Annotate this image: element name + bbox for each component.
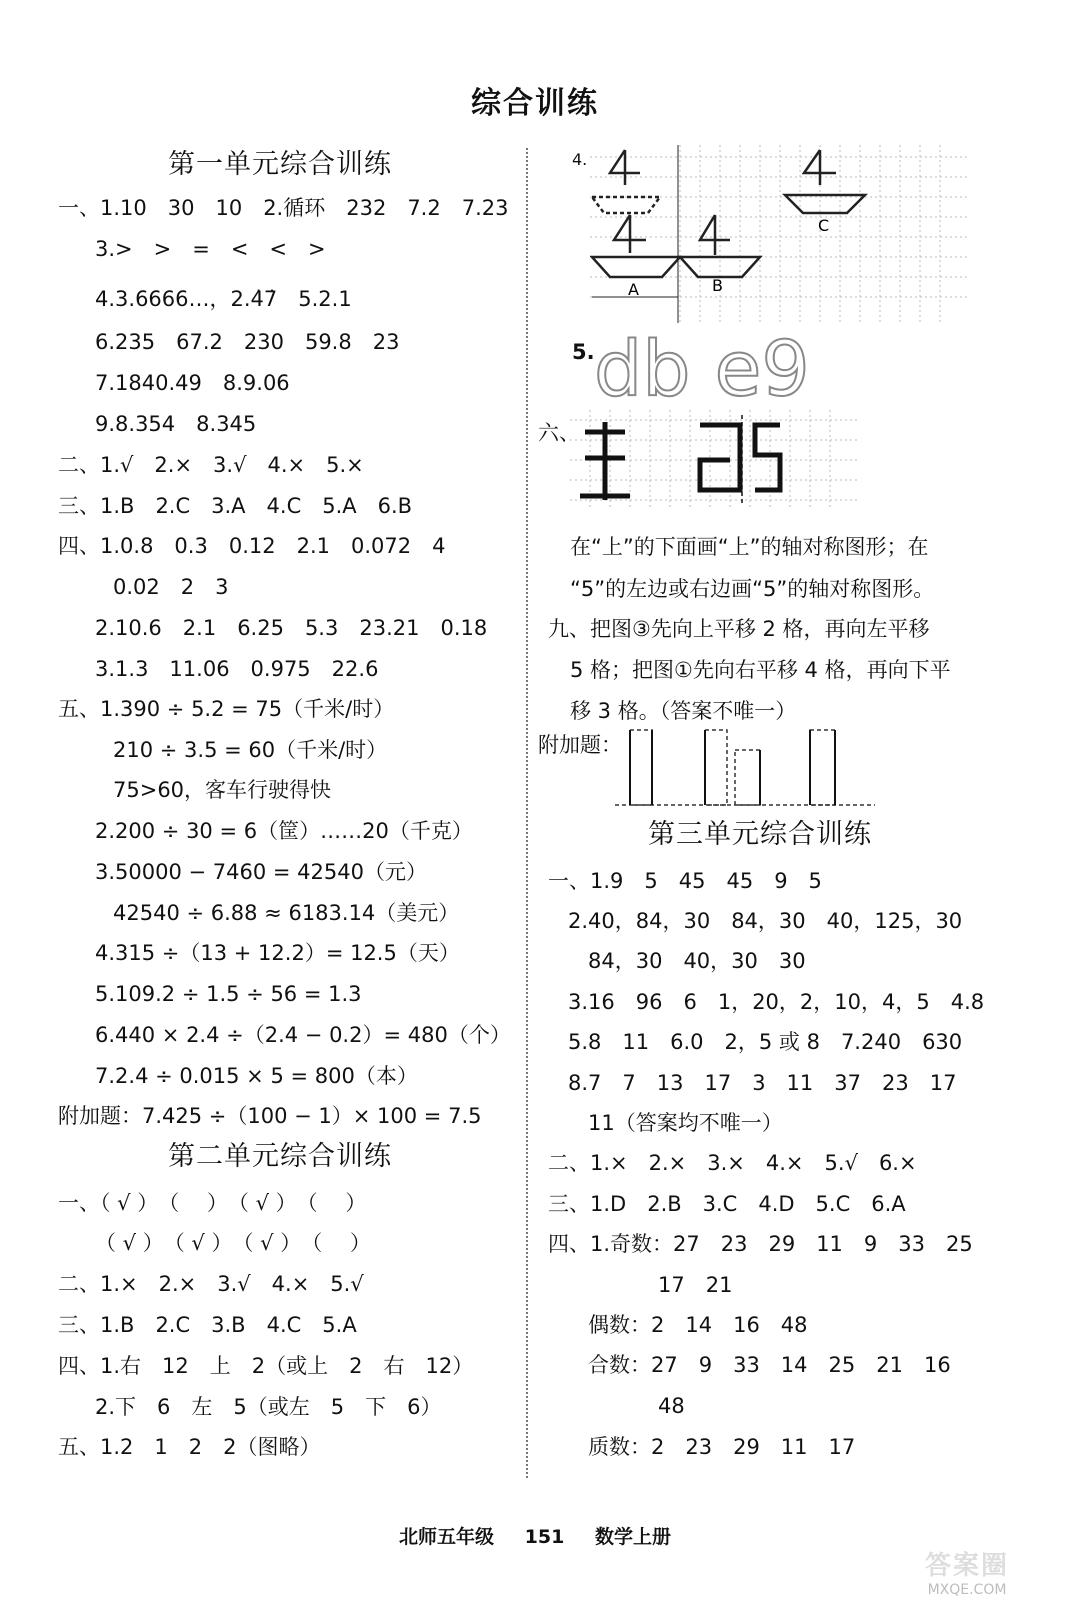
answer-line: 42540 ÷ 6.88 ≈ 6183.14（美元）: [113, 901, 460, 925]
answer-line: 75>60，客车行驶得快: [113, 778, 332, 802]
answer-line: 3.1.3 11.06 0.975 22.6: [95, 657, 379, 681]
answer-line: 17 21: [658, 1273, 733, 1297]
answer-line: 一、1.9 5 45 45 9 5: [548, 869, 822, 893]
answer-line: 三、1.B 2.C 3.B 4.C 5.A: [58, 1313, 357, 1337]
answer-line: 2.下 6 左 5（或左 5 下 6）: [95, 1395, 442, 1419]
answer-line: 三、1.B 2.C 3.A 4.C 5.A 6.B: [58, 494, 413, 518]
answer-line: 2.200 ÷ 30 = 6（筐）……20（千克）: [95, 819, 473, 843]
answer-line: 移 3 格。（答案不唯一）: [570, 699, 797, 723]
section-heading: 第二单元综合训练: [168, 1141, 392, 1172]
answer-line: 五、1.390 ÷ 5.2 = 75（千米/时）: [58, 697, 395, 721]
answer-line: 九、把图③先向上平移 2 格，再向左平移: [548, 617, 930, 641]
page-title: 综合训练: [471, 86, 599, 121]
symmetry-figure: [570, 410, 860, 510]
answer-line: （ √ ） （ √ ） （ √ ） （ ）: [95, 1231, 371, 1255]
answer-line: 四、1.右 12 上 2（或上 2 右 12）: [58, 1354, 474, 1378]
answer-line: 3.16 96 6 1，20，2，10，4，5 4.8: [568, 990, 985, 1014]
watermark-logo: 答案圈: [924, 1551, 1009, 1581]
page-number: 151: [524, 1526, 565, 1548]
answer-line: 8.7 7 13 17 3 11 37 23 17: [568, 1071, 957, 1095]
answer-line: 五、1.2 1 2 2（图略）: [58, 1435, 321, 1459]
answer-line: 5.8 11 6.0 2，5 或 8 7.240 630: [568, 1030, 963, 1054]
answer-line: 偶数：2 14 16 48: [588, 1313, 808, 1337]
answer-line: 在“上”的下面画“上”的轴对称图形；在: [570, 535, 929, 559]
footer-grade: 北师五年级: [399, 1526, 495, 1548]
boat-c-label: C: [818, 216, 830, 235]
answer-line: 5.109.2 ÷ 1.5 ÷ 56 = 1.3: [95, 982, 362, 1006]
answer-line: 6.235 67.2 230 59.8 23: [95, 330, 400, 354]
answer-line: 3.50000 − 7460 = 42540（元）: [95, 860, 427, 884]
watermark: [882, 1545, 1052, 1598]
answer-line: 质数：2 23 29 11 17: [588, 1435, 856, 1459]
answer-line: 2.40，84，30 84，30 40，125，30: [568, 909, 963, 933]
answer-line: 11（答案均不唯一）: [588, 1111, 783, 1135]
answer-line: 一、（ √ ） （ ） （ √ ） （ ）: [58, 1191, 367, 1215]
boat-translation-figure: [590, 145, 970, 323]
answer-line: 3.> > = < < >: [95, 237, 326, 261]
answer-line: 二、1.√ 2.× 3.√ 4.× 5.×: [58, 453, 364, 477]
boat-b-label: B: [712, 276, 723, 295]
section-heading: 第一单元综合训练: [168, 149, 392, 180]
question-5-label: 5.: [572, 340, 595, 364]
question-6-label: 六、: [538, 421, 580, 445]
answer-line: 5 格；把图①先向右平移 4 格，再向下平: [570, 658, 951, 682]
extra-question-figure: [610, 720, 880, 810]
answer-line: 二、1.× 2.× 3.√ 4.× 5.√: [58, 1272, 364, 1296]
answer-line: 210 ÷ 3.5 = 60（千米/时）: [113, 738, 388, 762]
answer-line: 4.315 ÷（13 + 12.2）= 12.5（天）: [95, 941, 460, 965]
answer-line: 合数：27 9 33 14 25 21 16: [588, 1353, 951, 1377]
answer-line: 二、1.× 2.× 3.× 4.× 5.√ 6.×: [548, 1151, 917, 1175]
answer-line: 一、1.10 30 10 2.循环 232 7.2 7.23: [58, 196, 509, 220]
answer-line: 7.2.4 ÷ 0.015 × 5 = 800（本）: [95, 1064, 418, 1088]
answer-line: 三、1.D 2.B 3.C 4.D 5.C 6.A: [548, 1192, 906, 1216]
watermark-url: MXQE.COM: [927, 1582, 1007, 1598]
answer-line: 4.3.6666…，2.4̇7̇ 5.2.1: [95, 287, 352, 311]
boat-a-label: A: [628, 280, 639, 299]
answer-line: 7.1840.49 8.9.06: [95, 371, 290, 395]
answer-line: 2.10.6 2.1 6.25 5.3 23.21 0.18: [95, 616, 488, 640]
column-divider: [526, 148, 528, 1478]
answer-line: 6.440 × 2.4 ÷（2.4 − 0.2）= 480（个）: [95, 1023, 511, 1047]
mirror-letters-glyphs: db e9: [594, 325, 810, 410]
answer-line: 48: [658, 1394, 685, 1418]
answer-line: “5”的左边或右边画“5”的轴对称图形。: [570, 577, 935, 601]
extra-question-label: 附加题：: [538, 733, 622, 757]
answer-line: 0.02 2 3: [113, 575, 229, 599]
footer-subject: 数学上册: [594, 1526, 671, 1548]
question-4-label: 4.: [572, 150, 588, 169]
answer-line: 84，30 40，30 30: [588, 949, 806, 973]
answer-line: 9.8.354 8.345: [95, 412, 257, 436]
answer-line: 四、1.0.8 0.3 0.12 2.1 0.072 4: [58, 534, 446, 558]
mirror-letters-figure: [590, 325, 810, 410]
answer-line: 四、1.奇数：27 23 29 11 9 33 25: [548, 1232, 973, 1256]
answer-line: 附加题：7.425 ÷（100 − 1）× 100 = 7.5: [58, 1104, 482, 1128]
section-heading: 第三单元综合训练: [648, 819, 872, 850]
